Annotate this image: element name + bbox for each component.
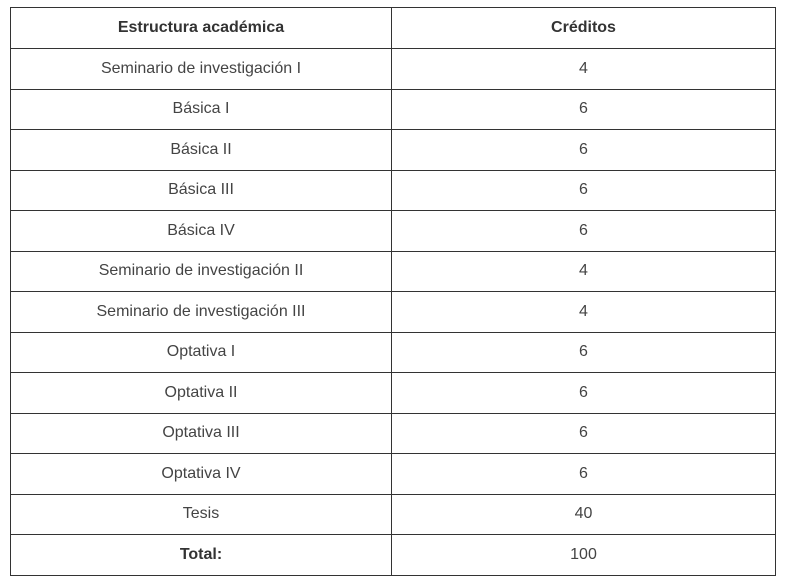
credits-cell: 4 [392, 292, 776, 333]
table-row [11, 130, 776, 171]
credits-cell: 4 [392, 251, 776, 292]
table-header-row [11, 8, 776, 49]
credits-cell: 6 [392, 130, 776, 171]
credits-cell: 6 [392, 373, 776, 414]
subject-cell: Básica I [11, 89, 392, 130]
total-row [11, 535, 776, 576]
subject-cell: Optativa IV [11, 454, 392, 495]
table-row [11, 454, 776, 495]
total-credits: 100 [392, 535, 776, 576]
table-row [11, 89, 776, 130]
subject-cell: Optativa I [11, 332, 392, 373]
header-credits: Créditos [392, 8, 776, 49]
subject-cell: Básica II [11, 130, 392, 171]
subject-cell: Tesis [11, 494, 392, 535]
table-row [11, 49, 776, 90]
subject-cell: Optativa II [11, 373, 392, 414]
table-row [11, 211, 776, 252]
table-row [11, 170, 776, 211]
academic-structure-table [10, 7, 776, 576]
header-academic-structure: Estructura académica [11, 8, 392, 49]
table-row [11, 251, 776, 292]
credits-cell: 6 [392, 332, 776, 373]
subject-cell: Optativa III [11, 413, 392, 454]
credits-cell: 40 [392, 494, 776, 535]
table-row [11, 332, 776, 373]
credits-table-container [10, 7, 775, 576]
credits-cell: 6 [392, 170, 776, 211]
subject-cell: Seminario de investigación II [11, 251, 392, 292]
credits-cell: 6 [392, 454, 776, 495]
total-label: Total: [11, 535, 392, 576]
table-row [11, 413, 776, 454]
table-row [11, 373, 776, 414]
credits-cell: 6 [392, 211, 776, 252]
subject-cell: Seminario de investigación III [11, 292, 392, 333]
credits-cell: 4 [392, 49, 776, 90]
subject-cell: Básica III [11, 170, 392, 211]
subject-cell: Básica IV [11, 211, 392, 252]
table-row [11, 494, 776, 535]
subject-cell: Seminario de investigación I [11, 49, 392, 90]
credits-cell: 6 [392, 89, 776, 130]
table-row [11, 292, 776, 333]
credits-cell: 6 [392, 413, 776, 454]
